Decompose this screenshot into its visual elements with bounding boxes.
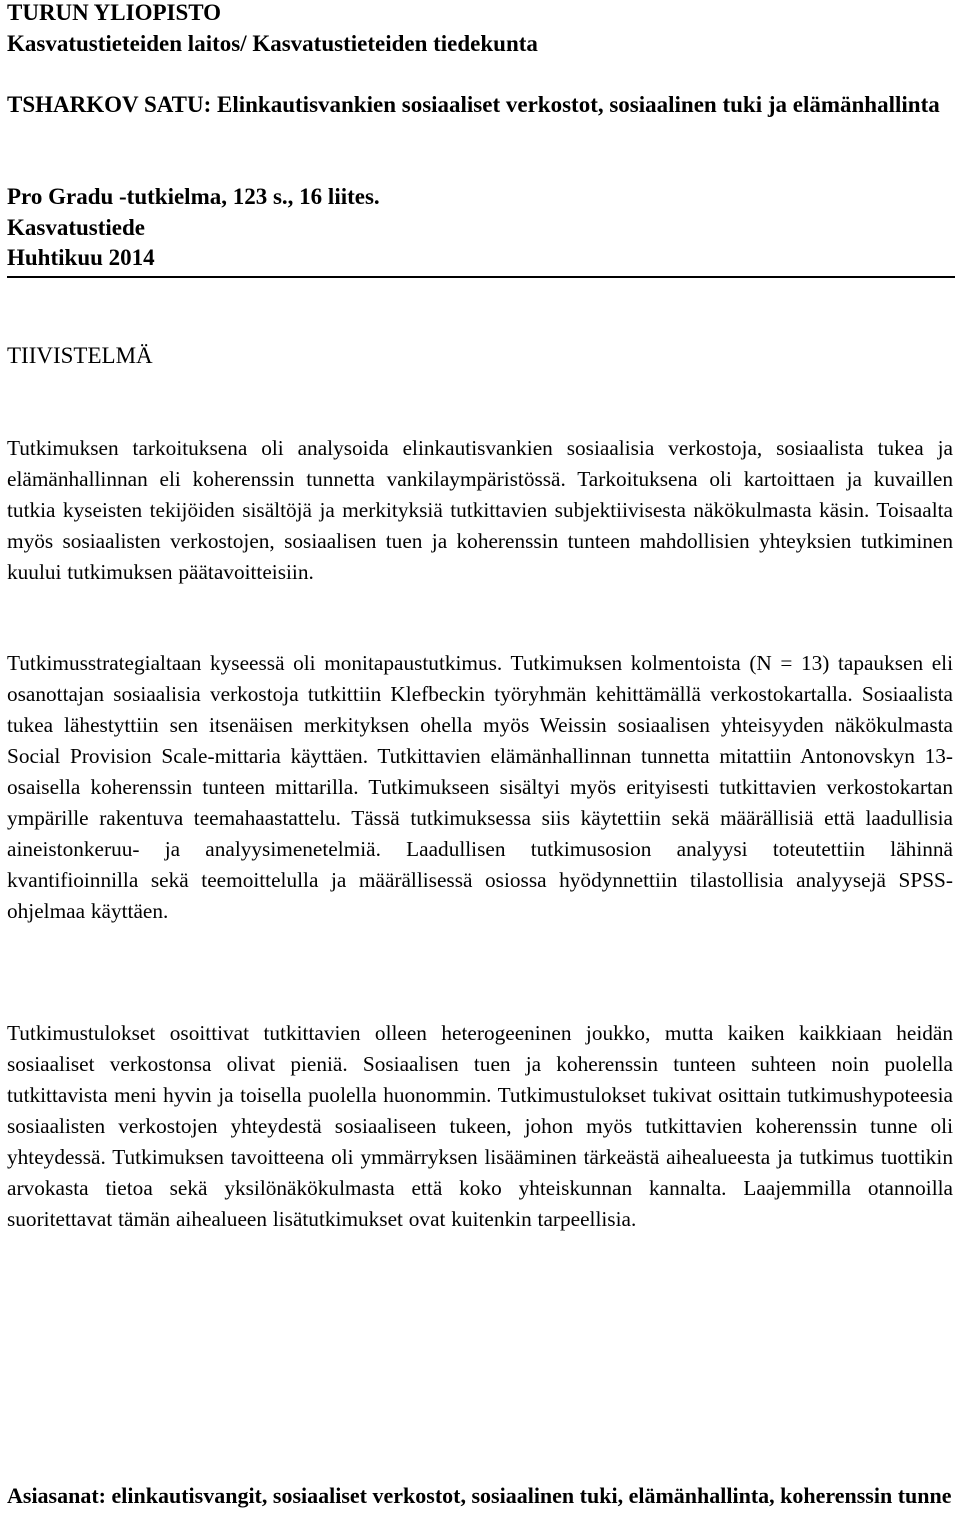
header-divider [7,276,955,278]
abstract-paragraph-3: Tutkimustulokset osoittivat tutkittavien olleen heterogeeninen joukko, mutta kaiken kaikkiaan heidän sosiaaliset verkostonsa olivat pieniä. Sosiaalisen tuen ja koherenssin tunteen suhteen noin puolella tutkittavista meni hyvin ja toisella puolella huonommin. Tutkimustulokset tukivat osittain tutkimushypoteesia sosiaalisten verkostojen yhteydestä sosiaaliseen tukeen, johon myös tutkittavien koherenssin tunne oli yhteydessä. Tutkimuksen tavoitteena oli ymmärryksen lisääminen tärkeästä aihealueesta ja tutkimus tuottikin arvokasta tietoa sekä yksilönäkökulmasta että koko yhteiskunnan kannalta. Laajemmilla otannoilla suoritettavat tämän aihealueen lisätutkimukset ovat kuitenkin tarpeellisia. [7,1021,953,1231]
abstract-title: TIIVISTELMÄ [7,343,153,368]
date: Huhtikuu 2014 [7,245,155,270]
thesis-info: Pro Gradu -tutkielma, 123 s., 16 liites. [7,184,380,209]
university-name: TURUN YLIOPISTO [7,0,222,25]
abstract-paragraph-2: Tutkimusstrategialtaan kyseessä oli monitapaustutkimus. Tutkimuksen kolmentoista (N = 13) tapauksen eli osanottajan sosiaalisia verkostoja tutkittiin Klefbeckin työryhmän kehittämällä verkostokartalla. Sosiaalista tukea lähestyttiin sen itsenäisen merkityksen ohella myös Weissin sosiaalisen yhteisyyden näkökulmasta Social Provision Scale-mittaria käyttäen. Tutkittavien elämänhallinnan tunnetta mitattiin Antonovskyn 13-osaisella koherenssin tunteen mittarilla. Tutkimukseen sisältyi myös erityisesti tutkittavien verkostokartan ympärille rakentuva teemahaastattelu. Tässä tutkimuksessa siis käytettiin sekä määrällisiä että laadullisia aineistonkeruu- ja analyysimenetelmiä. Laadullisen tutkimusosion analyysi toteutettiin lähinnä kvantifioinnilla sekä teemoittelulla ja määrällisessä osiossa hyödynnettiin tilastollisia analyysejä SPSS-ohjelmaa käyttäen. [7,651,953,923]
subject: Kasvatustiede [7,215,145,240]
author-and-thesis-title: TSHARKOV SATU: Elinkautisvankien sosiaaliset verkostot, sosiaalinen tuki ja elämänhallinta [7,92,940,117]
abstract-paragraph-1: Tutkimuksen tarkoituksena oli analysoida elinkautisvankien sosiaalisia verkostoja, sosiaalista tukea ja elämänhallinnan eli koherenssin tunnetta vankilaympäristössä. Tarkoituksena oli kartoittaen ja kuvaillen tutkia kyseisten tekijöiden sisältöjä ja merkityksiä tutkittavien subjektiivisesta näkökulmasta käsin. Toisaalta myös sosiaalisten verkostojen, sosiaalisen tuen ja koherenssin tunteen mahdollisien yhteyksien tutkiminen kuului tutkimuksen päätavoitteisiin. [7,436,953,584]
department-name: Kasvatustieteiden laitos/ Kasvatustieteiden tiedekunta [7,31,538,56]
keywords: Asiasanat: elinkautisvangit, sosiaaliset verkostot, sosiaalinen tuki, elämänhallinta, koherenssin tunne [7,1483,952,1508]
